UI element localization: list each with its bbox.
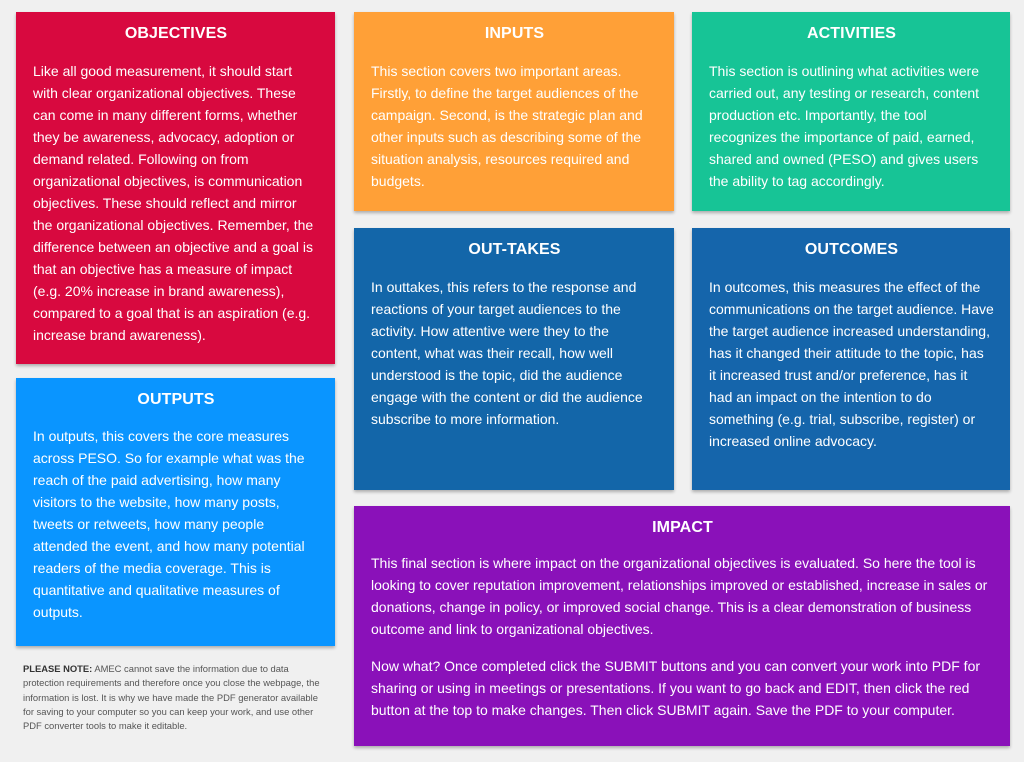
impact-body-instructions: Now what? Once completed click the SUBMIT buttons and you can convert your work into PDF for sharing or using in meetings or presentations. If you want to go back and EDIT, then click the red button at the top to make changes. Then click SUBMIT again. Save the PDF to your computer. — [371, 658, 981, 718]
outcomes-card — [692, 228, 1010, 490]
impact-card — [354, 506, 1010, 746]
activities-title: ACTIVITIES — [806, 25, 896, 42]
objectives-card — [16, 12, 335, 364]
please-note-label: PLEASE NOTE: — [23, 663, 93, 674]
activities-body: This section is outlining what activities were carried out, any testing or research, content production etc. Importantly, the tool recognizes the importance of paid, earned, shared and owned (PESO) and gives users the ability to tag accordingly. — [709, 63, 980, 189]
inputs-title: INPUTS — [484, 25, 545, 42]
inputs-card — [354, 12, 674, 211]
please-note-text: AMEC cannot save the information due to data protection requirements and therefore once you close the webpage, the information is lost. It is why we have made the PDF generator available for saving to your computer so you can keep your work, and use other PDF converter tools to make it editable. — [23, 663, 320, 732]
outcomes-title: OUTCOMES — [804, 241, 899, 258]
activities-card — [692, 12, 1010, 211]
outtakes-body: In outtakes, this refers to the response and reactions of your target audiences to the activity. How attentive were they to the content, what was their recall, how well understood is the topic, did the audience engage with the content or did the audience subscribe to more information. — [371, 279, 643, 427]
please-note — [23, 662, 323, 733]
objectives-body: Like all good measurement, it should start with clear organizational objectives. These can come in many different forms, whether they be awareness, advocacy, adoption or demand related. Following on from organizational objectives, is communication objectives. These should reflect and mirror the organizational objectives. Remember, the difference between an objective and a goal is that an objective has a measure of impact (e.g. 20% increase in brand awareness), compared to a goal that is an aspiration (e.g. increase brand awareness). — [33, 63, 314, 343]
outtakes-title: OUT-TAKES — [468, 241, 561, 258]
outtakes-card — [354, 228, 674, 490]
outputs-title: OUTPUTS — [137, 391, 215, 408]
outputs-card — [16, 378, 335, 646]
objectives-title: OBJECTIVES — [124, 25, 228, 42]
impact-title: IMPACT — [652, 519, 713, 536]
inputs-body: This section covers two important areas. Firstly, to define the target audiences of the campaign. Second, is the strategic plan and other inputs such as describing some of the situation analysis, resources required and budgets. — [371, 63, 643, 189]
outcomes-body: In outcomes, this measures the effect of the communications on the target audience. Have the target audience increased understanding, has it changed their attitude to the topic, has it increased trust and/or preference, has it had an impact on the intention to do something (e.g. trial, subscribe, register) or increased online advocacy. — [709, 279, 994, 449]
impact-body-evaluation: This final section is where impact on the organizational objectives is evaluated. So here the tool is looking to cover reputation improvement, relationships improved or established, increase in sales or donations, change in policy, or improved social change. This is a clear demonstration of business outcome and link to organizational objectives. — [371, 555, 988, 637]
outputs-body: In outputs, this covers the core measures across PESO. So for example what was the reach of the paid advertising, how many visitors to the website, how many posts, tweets or retweets, how many people attended the event, and how many potential readers of the media coverage. This is quantitative and qualitative measures of outputs. — [33, 428, 305, 620]
